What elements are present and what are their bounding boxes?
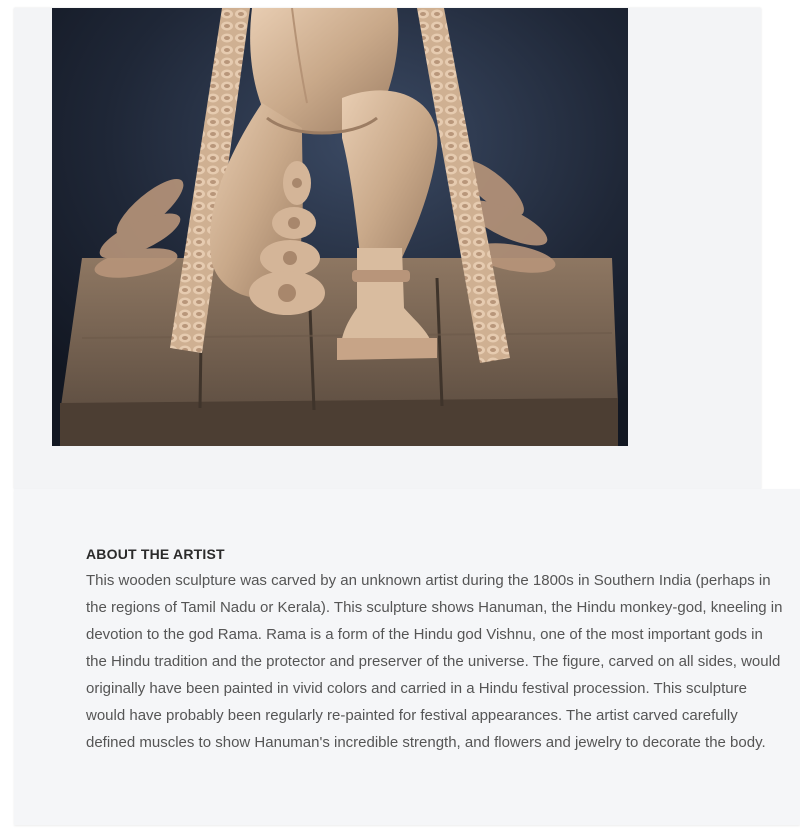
about-artist-description: This wooden sculpture was carved by an unknown artist during the 1800s in Southern India (perhaps in the regions of Tamil Nadu or Kerala). This sculpture shows Hanuman, the Hindu monkey-god, kneeling in devotion to the god Rama. Rama is a form of the Hindu god Vishnu, one of the most important gods in the Hindu tradition and the protector and preserver of the universe. The figure, carved on all sides, would originally have been painted in vivid colors and carried in a Hindu festival procession. This sculpture would have probably been regularly re-painted for festival appearances. The artist carved carefully defined muscles to show Hanuman's incredible strength, and flowers and jewelry to decorate the body. — [86, 572, 783, 751]
about-artist-section — [14, 489, 800, 825]
about-artist-heading: ABOUT THE ARTIST — [86, 546, 225, 562]
artwork-image — [52, 8, 628, 446]
artwork-image-panel — [14, 8, 761, 489]
